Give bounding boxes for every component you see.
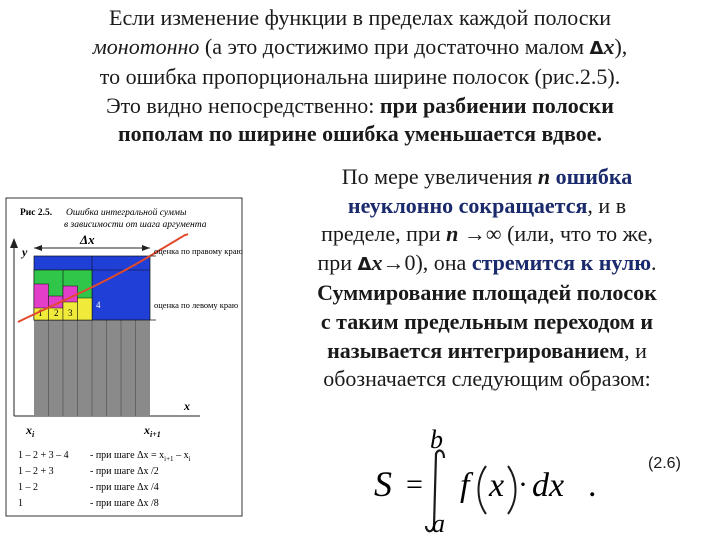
formula-equals: = <box>406 468 423 501</box>
monotone-word: монотонно <box>92 33 200 59</box>
formula-dot: · <box>518 468 528 501</box>
intro-line-3: то ошибка пропорциональна ширине полосок (рис.2.5). <box>99 64 621 89</box>
intro-line-1: Если изменение функции в пределах каждой полоски <box>109 5 611 30</box>
cell-number-1: 1 <box>38 308 43 318</box>
integral-formula <box>372 428 612 538</box>
paragraph-intro <box>6 4 714 149</box>
intro-line-4: Это видно непосредственно: при разбиении полоски <box>106 92 614 118</box>
limit-line-2: неуклонно сокращается, и в <box>347 192 627 218</box>
step-row-4-right: - при шаге Δx /8 <box>90 498 159 509</box>
step-row-2-right: - при шаге Δx /2 <box>90 466 159 477</box>
formula-upper-limit: b <box>430 428 443 454</box>
limit-line-1: По мере увеличения n ошибка <box>341 164 633 189</box>
limit-line-7: называется интегрированием, и <box>327 337 647 363</box>
equation-number: (2.6) <box>648 455 681 472</box>
tick-xi1: $x_{i+1}$ <box>144 423 161 439</box>
intro-line-5: пополам по ширине ошибка уменьшается вдвое. <box>117 121 603 146</box>
label-left-edge: оценка по левому краю <box>154 300 239 310</box>
figure-title-label: Рис 2.5. <box>20 208 53 218</box>
figure-2-5 <box>0 196 246 518</box>
limit-line-5: Суммирование площадей полосок <box>317 280 657 306</box>
paragraph-limit <box>256 163 718 394</box>
paren-right <box>508 466 516 514</box>
figure-title-text-2: в зависимости от шага аргумента <box>64 220 207 230</box>
limit-line-3: пределе, при n →∞ (или, что то же, <box>321 221 653 247</box>
formula-dx: dx <box>532 467 565 504</box>
formula-x: x <box>489 467 505 504</box>
step-row-2-left: 1 – 2 + 3 <box>18 466 54 477</box>
dx-label: Δx <box>80 232 95 247</box>
step-row-1-left: 1 – 2 + 3 – 4 <box>18 450 69 461</box>
intro-line-2: монотонно (а это достижимо при достаточно малом Δx), <box>92 33 628 59</box>
tick-xi: $x_i$ <box>26 423 35 439</box>
formula-f: f <box>460 467 470 504</box>
figure-title-text: Ошибка интегральной суммы <box>66 208 187 218</box>
step-row-1-right: - при шаге $\Delta x = x_{i+1} - x_i$ <box>90 450 191 463</box>
y-axis-label: y <box>22 245 28 259</box>
cell-number-4: 4 <box>96 300 101 310</box>
formula-lower-limit: a <box>432 509 445 538</box>
strip-columns <box>34 320 150 416</box>
label-right-edge: оценка по правому краю <box>154 246 243 256</box>
limit-line-4: при Δx→0), она стремится к нулю. <box>317 249 657 275</box>
block-yellow-4 <box>78 298 93 320</box>
formula-period: . <box>588 467 597 504</box>
cell-number-2: 2 <box>54 308 59 318</box>
step-row-3-left: 1 – 2 <box>18 482 38 493</box>
x-axis-label: x <box>184 399 190 413</box>
limit-line-6: с таким предельным переходом и <box>320 308 654 334</box>
cell-number-3: 3 <box>68 308 73 318</box>
step-row-3-right: - при шаге Δx /4 <box>90 482 159 493</box>
limit-line-8: обозначается следующим образом: <box>323 366 651 392</box>
delta-symbol: Δ <box>589 37 604 59</box>
formula-S: S <box>374 464 392 504</box>
step-row-4-left: 1 <box>18 498 23 509</box>
paren-left <box>479 466 487 514</box>
